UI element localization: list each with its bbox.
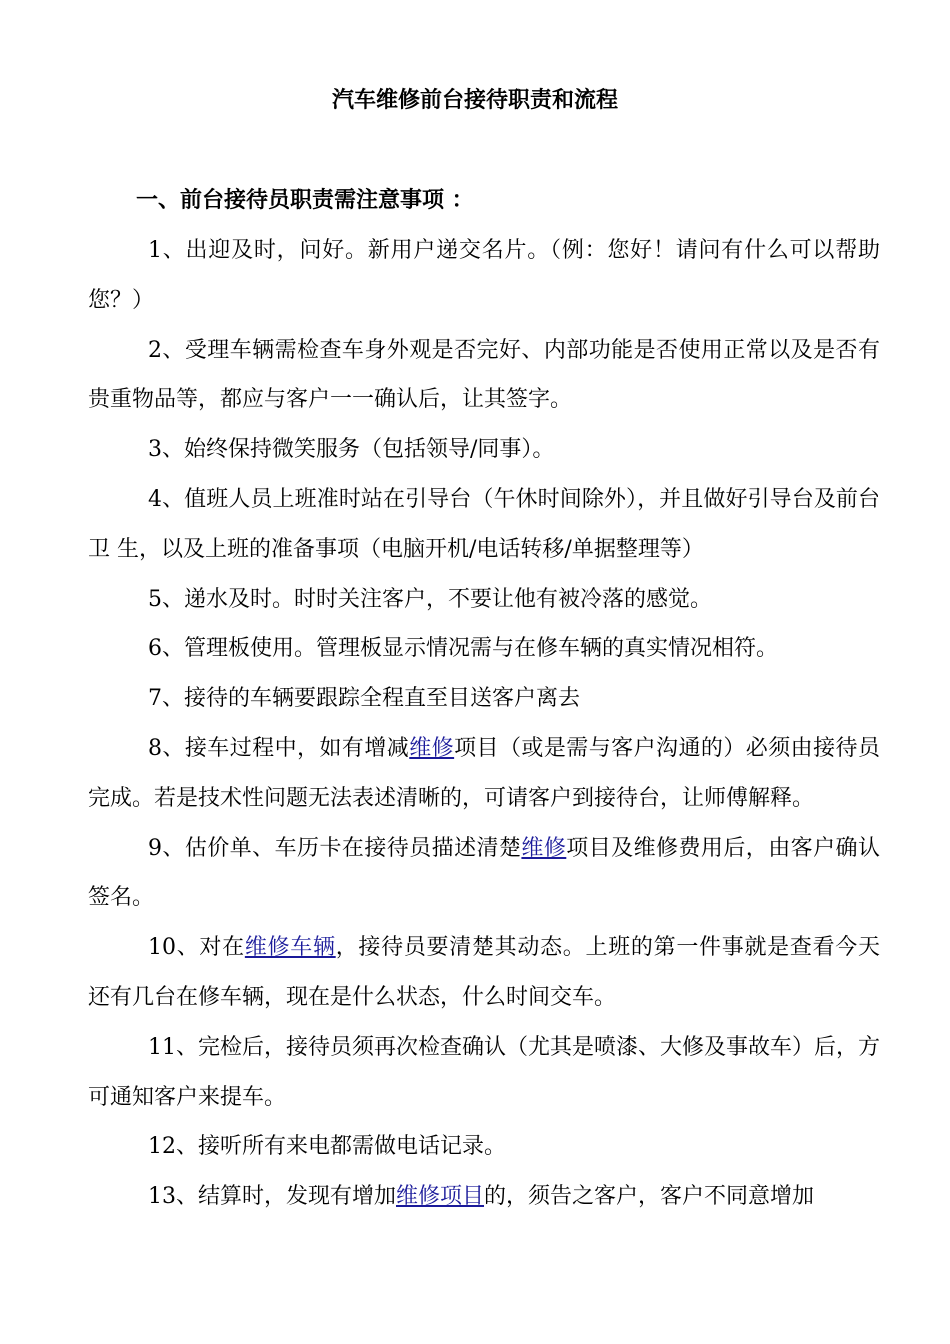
section-heading: 一、前台接待员职责需注意事项 ： xyxy=(136,187,474,213)
list-item: 3、始终保持微笑服务（包括领导/同事）。 xyxy=(148,437,555,463)
item-text: ，接待员要清楚其动态。上班的第一件事就是查看今天还有几台在修车辆，现在是什么状态，什么时间交车。 xyxy=(88,935,880,1010)
list-item: 6、管理板使用。管理板显示情况需与在修车辆的真实情况相符。 xyxy=(148,636,778,662)
list-item: 12、接听所有来电都需做电话记录。 xyxy=(148,1134,506,1160)
list-item xyxy=(88,923,880,1023)
list-item: 1、出迎及时，问好。新用户递交名片。（例：您好！请问有什么可以帮助您？） xyxy=(88,238,880,313)
item-text: 项目（或是需与客户沟通的）必须由接待员完成。若是技术性问题无法表述清晰的，可请客户到接待台，让师傅解释。 xyxy=(88,735,880,811)
item-text: 10、对在 xyxy=(148,935,245,961)
list-item: 11、完检后，接待员须再次检查确认（尤其是喷漆、大修及事故车）后，方可通知客户来提车。 xyxy=(88,1034,880,1110)
list-item: 5、递水及时。时时关注客户，不要让他有被冷落的感觉。 xyxy=(148,586,712,612)
list-item xyxy=(88,824,880,924)
list-item: 7、接待的车辆要跟踪全程直至目送客户离去 xyxy=(148,686,580,712)
list-item: 4、值班人员上班准时站在引导台（午休时间除外），并且做好引导台及前台卫 生，以及上班的准备事项（电脑开机/电话转移/单据整理等） xyxy=(88,486,880,562)
link-weixiu-xiangmu[interactable]: 维修项目 xyxy=(396,1184,485,1210)
list-item xyxy=(88,724,880,824)
item-text: 8、接车过程中，如有增减 xyxy=(148,735,410,761)
list-item: 2、受理车辆需检查车身外观是否完好、内部功能是否使用正常以及是否有贵重物品等，都应与客户一一确认后，让其签字。 xyxy=(88,337,880,413)
item-text: 9、估价单、车历卡在接待员描述清楚 xyxy=(148,835,522,861)
link-weixiu-cheliang[interactable]: 维修车辆 xyxy=(244,935,336,961)
item-text: 13、结算时，发现有增加 xyxy=(148,1184,396,1210)
link-weixiu[interactable]: 维修 xyxy=(521,835,567,861)
list-item xyxy=(88,1172,880,1222)
item-text: 的，须告之客户，客户不同意增加 xyxy=(484,1184,815,1210)
document-body xyxy=(88,226,880,1222)
document-title: 汽车维修前台接待职责和流程 xyxy=(331,87,618,113)
item-text: 项目及维修费用后，由客户确认签名。 xyxy=(88,835,880,911)
link-weixiu[interactable]: 维修 xyxy=(409,735,455,761)
